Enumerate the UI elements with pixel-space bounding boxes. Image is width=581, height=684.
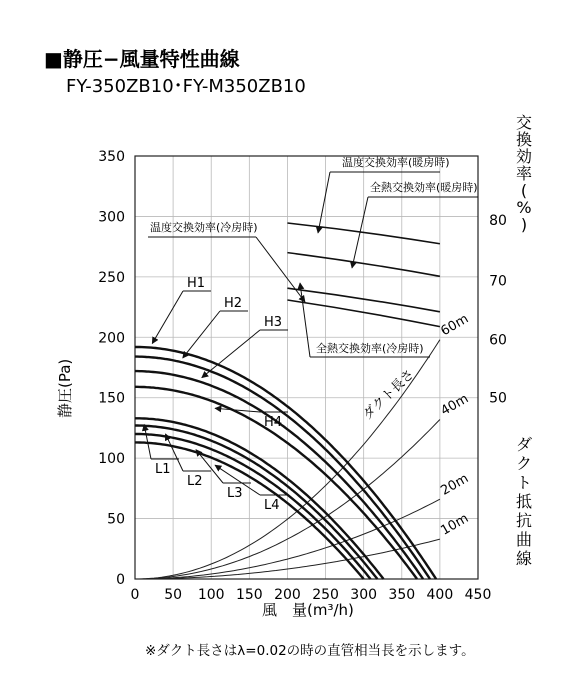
y-tick-label: 300 [98,209,125,226]
fan-label-L3: L3 [227,486,243,501]
duct-axis-title-char: ク [515,454,533,473]
duct-label-10m: 10m [438,510,472,539]
y-tick-label: 100 [98,451,125,468]
fan-label-H1: H1 [187,276,206,291]
fan-curve-L2 [135,426,377,580]
y2-tick-label: 70 [489,273,507,290]
y2-tick-label: 50 [489,390,507,407]
duct-axis-title-char: 抵 [515,492,533,511]
x-tick-label: 150 [235,587,263,603]
model-names: FY-350ZB10･FY-M350ZB10 [66,76,306,97]
duct-label-40m: 40m [438,391,472,419]
callout-leader [152,291,183,344]
efficiency-label: 全熱交換効率(暖房時) [370,181,478,194]
y-tick-label: 0 [116,572,125,588]
footnote: ※ダクト長さはλ=0.02の時の直管相当長を示します。 [145,643,475,659]
efficiency-leader [300,283,310,357]
duct-label-20m: 20m [438,471,472,499]
y2-tick-label: 80 [489,213,507,230]
callout-leader [183,311,220,358]
right-axis-title-char: ( [520,181,528,200]
fan-label-L4: L4 [264,498,280,513]
chart-title: ■静圧−風量特性曲線 [44,47,240,71]
fan-label-H4: H4 [264,415,283,430]
duct-axis-title-char: 抗 [515,511,533,530]
y-tick-label: 150 [98,390,125,407]
right-axis-title-char: % [516,198,532,217]
right-axis-title-char: ) [520,215,528,234]
duct-axis-title-char: 線 [515,549,533,568]
efficiency-label: 温度交換効率(冷房時) [150,221,258,234]
fan-label-H2: H2 [224,296,243,311]
plot-frame [135,156,478,579]
fan-label-L1: L1 [155,462,171,477]
right-axis-title-char: 効 [515,147,533,166]
x-tick-label: 450 [464,587,492,603]
duct-label-60m: 60m [438,311,472,340]
y-tick-label: 250 [98,269,125,286]
right-axis-title-char: 率 [515,164,533,183]
x-tick-label: 200 [274,587,301,603]
efficiency-curves [148,155,478,357]
right-axis-title-char: 換 [515,130,533,149]
y-tick-label: 50 [107,511,125,528]
right-axis-title-char: 交 [515,113,533,132]
x-tick-label: 250 [312,587,339,603]
y-axis-label: 静圧(Pa) [56,358,74,418]
y-tick-label: 350 [98,149,125,165]
fan-label-L2: L2 [187,474,203,489]
right-axis-titles [516,113,532,568]
efficiency-label: 全熱交換効率(冷房時) [316,342,424,355]
fan-curve-L1 [135,418,384,579]
y2-tick-label: 60 [489,332,507,349]
efficiency-label: 温度交換効率(暖房時) [342,156,450,169]
efficiency-leader [256,237,305,302]
duct-axis-title-char: ダ [515,435,533,454]
duct-length-label: ダクト長さ [360,366,418,423]
x-tick-label: 50 [164,587,183,603]
efficiency-leader [318,172,330,233]
x-tick-label: 400 [426,587,454,603]
x-tick-label: 300 [350,587,378,603]
plot-grid [135,156,478,579]
x-tick-label: 350 [388,587,416,603]
x-tick-label: 100 [197,587,225,603]
x-axis-label: 風 量(m³/h) [262,601,354,619]
y-tick-label: 200 [98,330,125,347]
fan-label-H3: H3 [264,315,283,330]
curve-labels [144,276,288,513]
x-tick-label: 0 [130,587,140,603]
duct-axis-title-char: 曲 [515,530,533,549]
duct-axis-title-char: ト [515,473,533,492]
